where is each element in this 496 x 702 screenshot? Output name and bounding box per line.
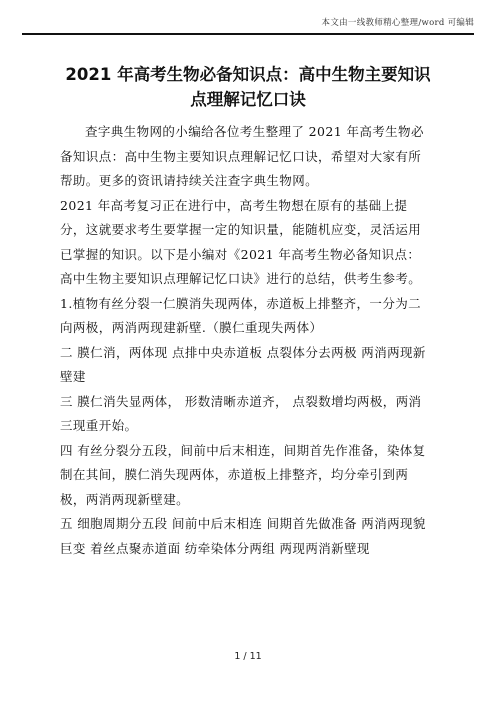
mnemonic-paragraph-5: 五 细胞周期分五段 间前中后末相连 间期首先做准备 两消两现貌巨变 着丝点聚赤道面 纺牵染体分两组 两现两消新壁现 [60, 516, 426, 556]
intro-paragraph: 查字典生物网的小编给各位考生整理了 2021 年高考生物必备知识点：高中生物主要知识点理解记忆口诀，希望对大家有所帮助。更多的资讯请持续关注查字典生物网。 [60, 124, 424, 188]
context-paragraph: 2021 年高考复习正在进行中，高考生物想在原有的基础上提分，这就要求考生要掌握一定的知识量，能随机应变，灵活运用已掌握的知识。以下是小编对《2021 年高考生物必备知识点：高中生物主要知识点理解记忆口诀》进行的总结，供考生参考。 [60, 197, 422, 286]
mnemonic-paragraph-3: 三 膜仁消失显两体， 形数清晰赤道齐， 点裂数增均两极，两消三现重开始。 [60, 393, 422, 433]
document-title: 2021 年高考生物必备知识点：高中生物主要知识点理解记忆口诀 [65, 65, 431, 109]
page-number: 1 / 11 [234, 651, 262, 662]
header-note: 本文由一线教师精心整理/word 可编辑 [321, 18, 474, 28]
mnemonic-paragraph-4: 四 有丝分裂分五段，间前中后末相连，间期首先作准备，染体复制在其间，膜仁消失现两体，赤道板上排整齐，均分牵引到两极，两消两现新壁建。 [60, 442, 426, 507]
header-divider [22, 33, 474, 35]
mnemonic-paragraph-1: 1.植物有丝分裂一仁膜消失现两体，赤道板上排整齐，一分为二向两极，两消两现建新壁.（膜仁重现失两体） [60, 295, 422, 335]
mnemonic-paragraph-2: 二 膜仁消，两体现 点排中央赤道板 点裂体分去两极 两消两现新壁建 [60, 344, 426, 384]
document-body [60, 120, 426, 561]
